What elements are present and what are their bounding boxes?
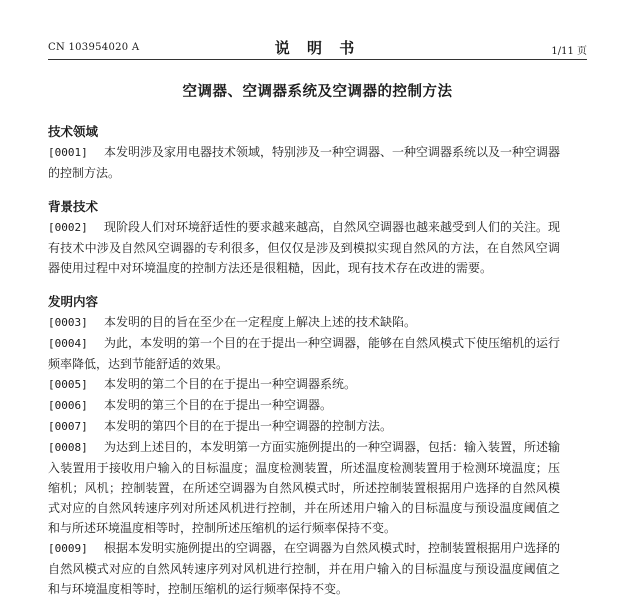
paragraph-text: 本发明的目的旨在至少在一定程度上解决上述的技术缺陷。 [104, 315, 417, 329]
paragraph [48, 416, 560, 437]
paragraph-text: 为达到上述目的，本发明第一方面实施例提出的一种空调器，包括：输入装置，所述输入装置用于接收用户输入的目标温度；温度检测装置，所述温度检测装置用于检测环境温度；压缩机；风机；控制装置，在所述空调器为自然风模式时，所述控制装置根据用户选择的自然风模式对应的自然风转速序列对所述风机进行控制，并在所述用户输入的目标温度与预设温度阈值之和与所述环境温度相等时，控制所述压缩机的运行频率保持不变。 [48, 440, 561, 535]
paragraph-text: 本发明的第四个目的在于提出一种空调器的控制方法。 [104, 419, 393, 433]
paragraph-number: [0006] [48, 399, 88, 412]
section-heading-background: 背景技术 [48, 199, 99, 214]
paragraph [48, 374, 560, 395]
paragraph-text: 本发明涉及家用电器技术领域，特别涉及一种空调器、一种空调器系统以及一种空调器的控制方法。 [48, 145, 561, 180]
paragraph-text: 为此，本发明的第一个目的在于提出一种空调器，能够在自然风模式下使压缩机的运行频率降低，达到节能舒适的效果。 [48, 336, 561, 371]
document-title: 空调器、空调器系统及空调器的控制方法 [182, 83, 453, 100]
page-number: 1/11 页 [551, 46, 587, 57]
paragraph-text: 根据本发明实施例提出的空调器，在空调器为自然风模式时，控制装置根据用户选择的自然风模式对应的自然风转速序列对风机进行控制，并在用户输入的目标温度与预设温度阈值之和与环境温度相等时，控制压缩机的运行频率保持不变。 [48, 541, 561, 596]
paragraph [48, 333, 560, 374]
paragraph [48, 312, 560, 333]
paragraph-number: [0001] [48, 146, 88, 159]
paragraph-number: [0007] [48, 420, 88, 433]
page-header [0, 0, 635, 62]
paragraph-text: 现阶段人们对环境舒适性的要求越来越高，自然风空调器也越来越受到人们的关注。现有技术中涉及自然风空调器的专利很多，但仅仅是涉及到模拟实现自然风的方法，在自然风空调器使用过程中对环境温度的控制方法还是很粗糙，因此，现有技术存在改进的需要。 [48, 220, 561, 275]
paragraph-number: [0008] [48, 441, 88, 454]
paragraph-number: [0003] [48, 316, 88, 329]
paragraph [48, 538, 560, 599]
paragraph-number: [0002] [48, 221, 88, 234]
header-divider [48, 59, 587, 60]
document-body [48, 122, 560, 599]
section-heading-summary: 发明内容 [48, 294, 99, 309]
paragraph [48, 437, 560, 538]
paragraph-text: 本发明的第二个目的在于提出一种空调器系统。 [104, 377, 357, 391]
paragraph-number: [0009] [48, 542, 88, 555]
patent-number: CN 103954020 A [48, 42, 140, 53]
document-type: 说 明 书 [274, 39, 361, 57]
paragraph [48, 395, 560, 416]
paragraph-number: [0005] [48, 378, 88, 391]
paragraph [48, 217, 560, 278]
paragraph-number: [0004] [48, 337, 88, 350]
section-heading-technical-field: 技术领域 [48, 124, 99, 139]
paragraph [48, 142, 560, 183]
paragraph-text: 本发明的第三个目的在于提出一种空调器。 [104, 398, 333, 412]
